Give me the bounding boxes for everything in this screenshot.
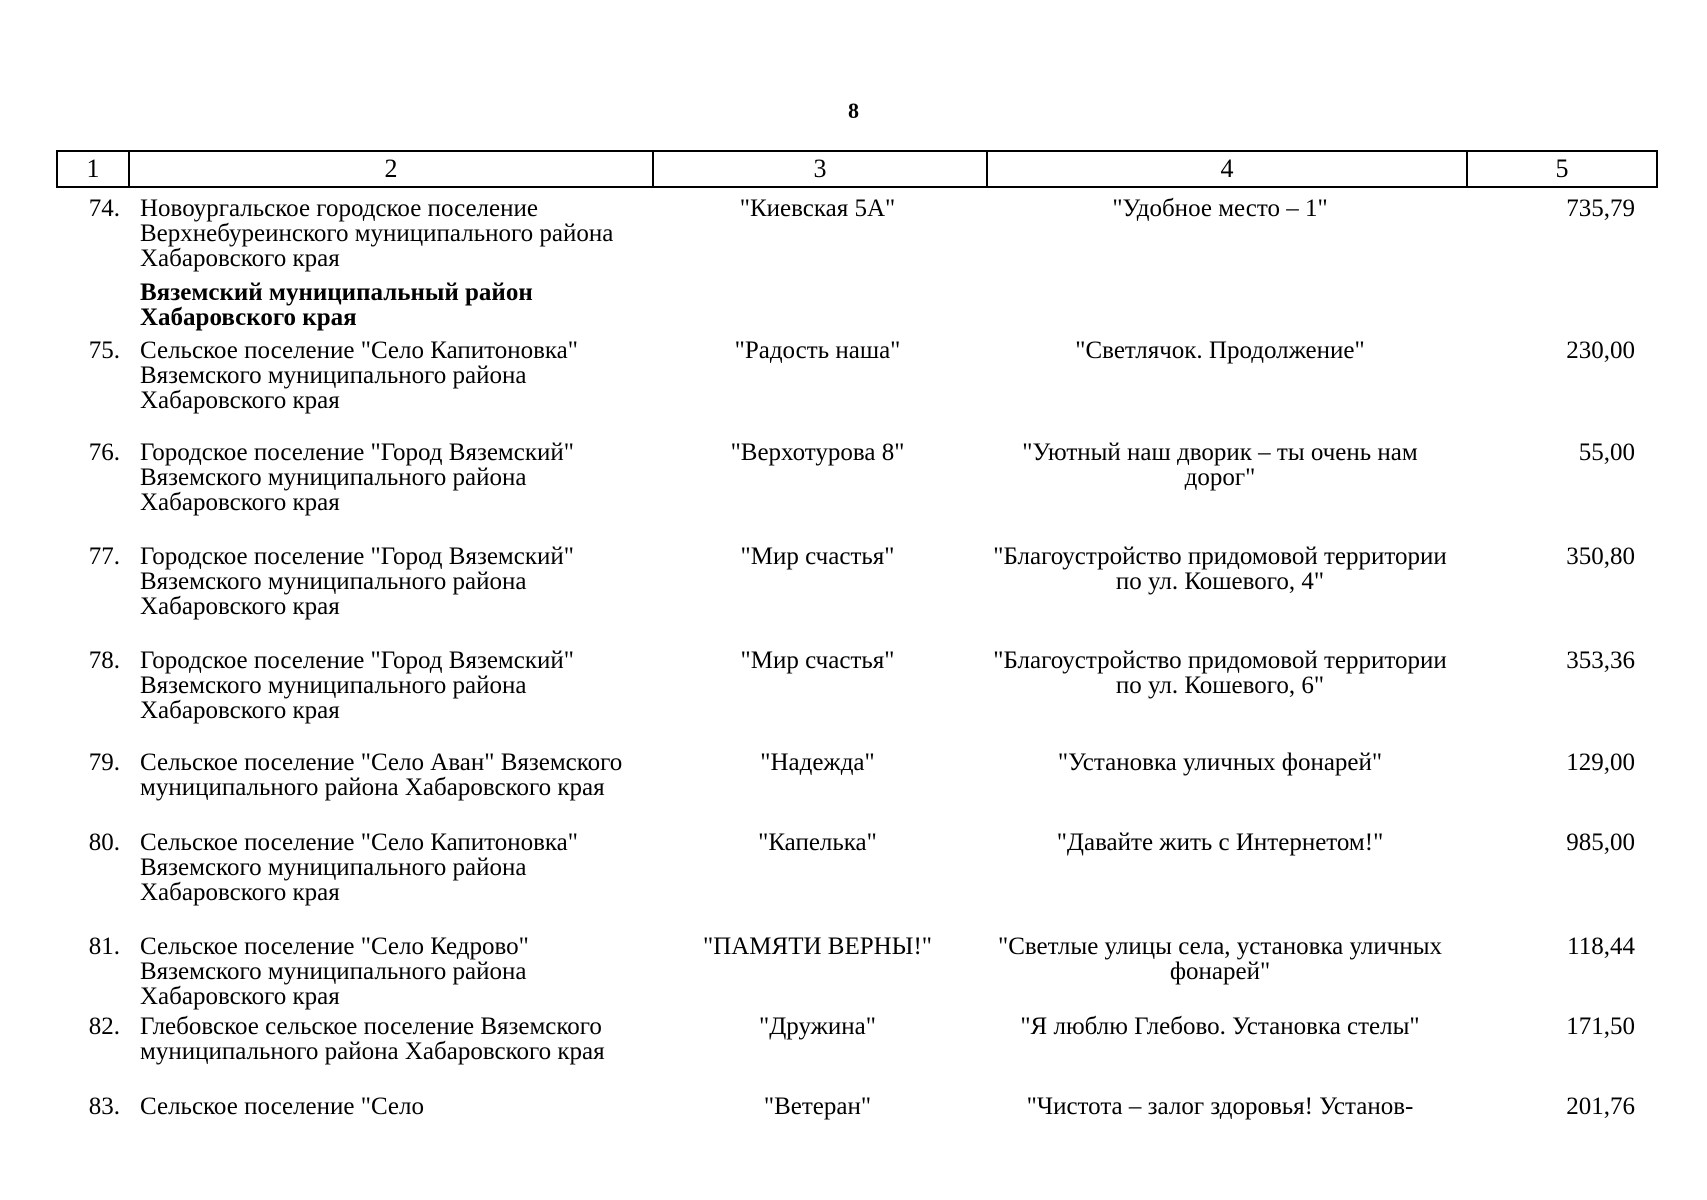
amount-cell: 55,00 <box>1578 439 1635 466</box>
project-title-cell: "Я люблю Глебово. Установка стелы" <box>1020 1013 1420 1040</box>
project-title-cell: "Уютный наш дворик – ты очень нам дорог" <box>1022 439 1418 491</box>
page-number: 8 <box>848 98 859 123</box>
row-number: 82. <box>88 1013 120 1040</box>
group-heading-text: Вяземский муниципальный район Хабаровского края <box>140 279 533 331</box>
municipality-cell: Глебовское сельское поселение Вяземского муниципального района Хабаровского края <box>140 1013 605 1065</box>
row-number: 76. <box>88 439 120 466</box>
municipality-cell: Сельское поселение "Село <box>140 1093 425 1120</box>
project-title-cell: "Давайте жить с Интернетом!" <box>1056 829 1384 856</box>
header-col-3: 3 <box>653 151 987 187</box>
project-name-cell: "ПАМЯТИ ВЕРНЫ!" <box>702 933 933 960</box>
project-name-cell: "Радость наша" <box>734 337 901 364</box>
row-number: 75. <box>88 337 120 364</box>
amount-cell: 230,00 <box>1566 337 1635 364</box>
municipality-cell: Городское поселение "Город Вяземский" Вяземского муниципального района Хабаровского края <box>140 439 574 516</box>
row-number: 78. <box>88 647 120 674</box>
municipality-cell: Новоургальское городское поселение Верхнебуреинского муниципального района Хабаровского края <box>140 195 614 272</box>
header-col-1: 1 <box>57 151 129 187</box>
project-name-cell: "Дружина" <box>759 1013 876 1040</box>
project-name-cell: "Киевская 5А" <box>739 195 896 222</box>
header-col-2: 2 <box>129 151 653 187</box>
row-number: 77. <box>88 543 120 570</box>
project-name-cell: "Верхотурова 8" <box>730 439 905 466</box>
amount-cell: 350,80 <box>1566 543 1635 570</box>
amount-cell: 129,00 <box>1566 749 1635 776</box>
amount-cell: 171,50 <box>1566 1013 1635 1040</box>
amount-cell: 735,79 <box>1566 195 1635 222</box>
project-title-cell: "Светлячок. Продолжение" <box>1075 337 1365 364</box>
project-name-cell: "Капелька" <box>758 829 877 856</box>
municipality-cell: Городское поселение "Город Вяземский" Вяземского муниципального района Хабаровского края <box>140 543 574 620</box>
row-number: 83. <box>88 1093 120 1120</box>
municipality-cell: Сельское поселение "Село Кедрово" Вяземского муниципального района Хабаровского края <box>140 933 529 1010</box>
project-title-cell: "Удобное место – 1" <box>1112 195 1328 222</box>
header-col-5: 5 <box>1467 151 1657 187</box>
municipality-cell: Городское поселение "Город Вяземский" Вяземского муниципального района Хабаровского края <box>140 647 574 724</box>
row-number: 81. <box>88 933 120 960</box>
project-name-cell: "Ветеран" <box>763 1093 872 1120</box>
row-number: 80. <box>88 829 120 856</box>
table-header <box>56 150 1658 188</box>
project-title-cell: "Благоустройство придомовой территории по ул. Кошевого, 4" <box>993 543 1447 595</box>
project-name-cell: "Мир счастья" <box>740 647 895 674</box>
row-number: 74. <box>88 195 120 222</box>
project-name-cell: "Мир счастья" <box>740 543 895 570</box>
amount-cell: 118,44 <box>1567 933 1635 960</box>
project-title-cell: "Благоустройство придомовой территории по ул. Кошевого, 6" <box>993 647 1447 699</box>
project-title-cell: "Установка уличных фонарей" <box>1057 749 1383 776</box>
project-name-cell: "Надежда" <box>760 749 875 776</box>
municipality-cell: Сельское поселение "Село Капитоновка" Вяземского муниципального района Хабаровского края <box>140 337 578 414</box>
municipality-cell: Сельское поселение "Село Аван" Вяземского муниципального района Хабаровского края <box>140 749 623 801</box>
municipality-cell: Сельское поселение "Село Капитоновка" Вяземского муниципального района Хабаровского края <box>140 829 578 906</box>
row-number: 79. <box>88 749 120 776</box>
amount-cell: 353,36 <box>1566 647 1635 674</box>
project-title-cell: "Светлые улицы села, установка уличных фонарей" <box>997 933 1443 985</box>
project-title-cell: "Чистота – залог здоровья! Установ- <box>1026 1093 1414 1120</box>
header-col-4: 4 <box>987 151 1467 187</box>
amount-cell: 201,76 <box>1566 1093 1635 1120</box>
amount-cell: 985,00 <box>1566 829 1635 856</box>
